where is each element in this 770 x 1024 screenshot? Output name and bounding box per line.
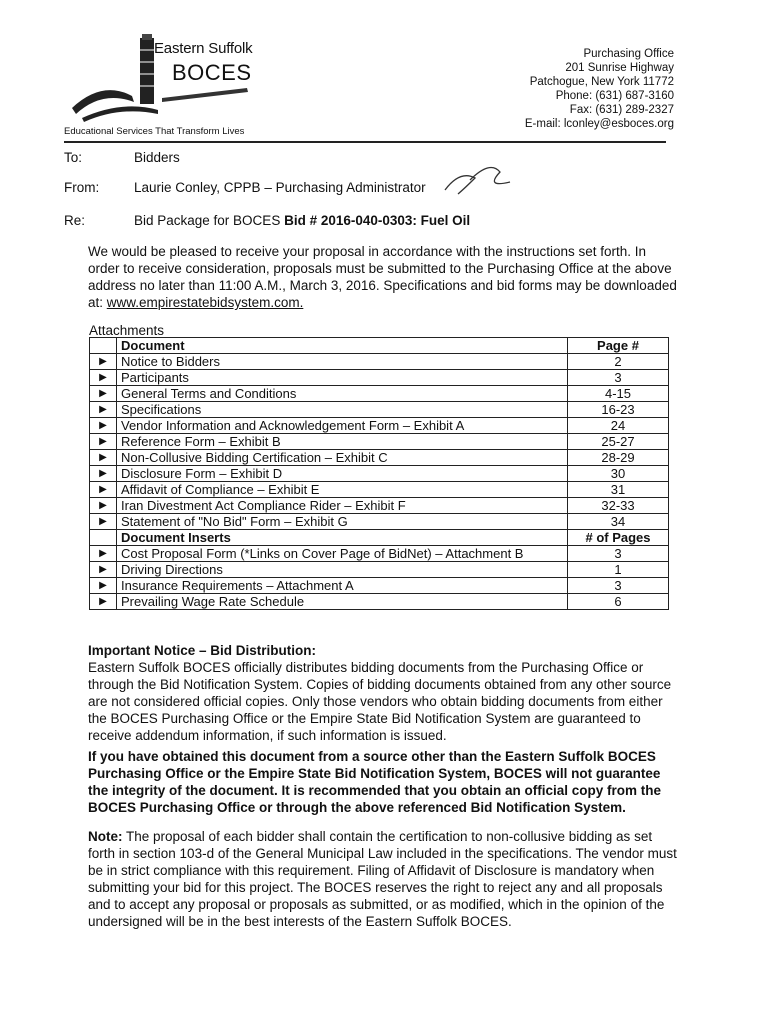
official-copy-warning: If you have obtained this document from a source other than the Eastern Suffolk BOCES Purchasing Office or the Empire State Bid Notification System, BOCES will not guarantee the integrity of the document. It is recommended that you obtain an official copy from the BOCES Purchasing Office or through the above referenced Bid Notification System.	[88, 749, 662, 815]
arrow-icon: ▶	[90, 482, 117, 498]
memo-to	[64, 150, 180, 165]
to-value: Bidders	[134, 150, 180, 165]
header-divider	[64, 141, 666, 143]
table-row	[90, 466, 669, 482]
table-row	[90, 450, 669, 466]
table-row	[90, 562, 669, 578]
inserts-header-row	[90, 530, 669, 546]
arrow-icon: ▶	[90, 562, 117, 578]
contact-email: E-mail: lconley@esboces.org	[524, 118, 674, 130]
pages-header: # of Pages	[568, 530, 669, 546]
page-value: 34	[568, 514, 669, 530]
document-name: Reference Form – Exhibit B	[117, 434, 568, 450]
page-value: 25-27	[568, 434, 669, 450]
page-header: Page #	[568, 338, 669, 354]
arrow-icon: ▶	[90, 402, 117, 418]
contact-city: Patchogue, New York 11772	[529, 76, 674, 88]
memo-re	[64, 213, 470, 228]
to-label: To:	[64, 150, 83, 165]
page-value: 4-15	[568, 386, 669, 402]
note-paragraph	[88, 828, 678, 930]
table-row	[90, 386, 669, 402]
org-name: Eastern Suffolk	[154, 40, 253, 57]
document-header: Document	[117, 338, 568, 354]
table-row	[90, 498, 669, 514]
arrow-icon: ▶	[90, 434, 117, 450]
bid-system-link[interactable]: www.empirestatebidsystem.com.	[106, 295, 304, 310]
arrow-icon: ▶	[90, 466, 117, 482]
attachments-table	[89, 337, 669, 610]
re-label: Re:	[64, 213, 86, 228]
distribution-text: Eastern Suffolk BOCES officially distributes bidding documents from the Purchasing Office or through the Bid Notification System. Copies of bidding documents obtained from any other source are not considered official copies. Only those vendors who obtain bidding documents from either the BOCES Purchasing Office or the Empire State Bid Notification System are guaranteed to receive addendum information, if such information is issued.	[88, 660, 672, 743]
re-prefix: Bid Package for BOCES	[134, 213, 285, 228]
document-name: Non-Collusive Bidding Certification – Exhibit C	[117, 450, 568, 466]
document-name: Statement of "No Bid" Form – Exhibit G	[117, 514, 568, 530]
contact-block	[525, 47, 674, 131]
table-row	[90, 402, 669, 418]
arrow-icon: ▶	[90, 594, 117, 610]
document-name: Specifications	[117, 402, 568, 418]
table-row	[90, 354, 669, 370]
note-text: The proposal of each bidder shall contain the certification to non-collusive bidding as set forth in section 103-d of the General Municipal Law included in the specifications. The vendor must be in strict compliance with this requirement. Filing of Affidavit of Disclosure is mandatory when submitting your bid for this project. The BOCES reserves the right to reject any and all proposals and to accept any proposal or proposals as submitted, or as modified, which in the opinion of the undersigned will be in the best interests of the Eastern Suffolk BOCES.	[88, 829, 677, 929]
intro-text: We would be pleased to receive your proposal in accordance with the instructions set forth. In order to receive consideration, proposals must be submitted to the Purchasing Office at the above address no later than 11:00 A.M., March 3, 2016. Specifications and bid forms may be downloaded at:	[88, 244, 677, 310]
page-value: 3	[568, 578, 669, 594]
note-label: Note:	[88, 829, 123, 844]
contact-fax: Fax: (631) 289-2327	[569, 104, 674, 116]
from-label: From:	[64, 180, 100, 195]
org-abbreviation: BOCES	[172, 60, 252, 85]
document-name: Participants	[117, 370, 568, 386]
from-value: Laurie Conley, CPPB – Purchasing Administrator	[134, 180, 426, 195]
distribution-heading: Important Notice – Bid Distribution:	[88, 643, 316, 658]
arrow-icon: ▶	[90, 514, 117, 530]
table-header-row	[90, 338, 669, 354]
attachments-title: Attachments	[89, 323, 165, 338]
document-name: Affidavit of Compliance – Exhibit E	[117, 482, 568, 498]
intro-paragraph	[88, 243, 678, 311]
page-value: 3	[568, 370, 669, 386]
arrow-icon: ▶	[90, 354, 117, 370]
arrow-icon: ▶	[90, 578, 117, 594]
document-name: Vendor Information and Acknowledgement Form – Exhibit A	[117, 418, 568, 434]
arrow-icon: ▶	[90, 546, 117, 562]
table-row	[90, 482, 669, 498]
table-row	[90, 578, 669, 594]
arrow-icon: ▶	[90, 418, 117, 434]
memo-from	[64, 180, 426, 195]
document-name: Disclosure Form – Exhibit D	[117, 466, 568, 482]
arrow-icon: ▶	[90, 386, 117, 402]
table-row	[90, 370, 669, 386]
document-name: Prevailing Wage Rate Schedule	[117, 594, 568, 610]
header-spacer	[90, 338, 117, 354]
document-name: Driving Directions	[117, 562, 568, 578]
arrow-icon: ▶	[90, 498, 117, 514]
arrow-icon: ▶	[90, 450, 117, 466]
inserts-header: Document Inserts	[117, 530, 568, 546]
header-spacer	[90, 530, 117, 546]
table-row	[90, 514, 669, 530]
page-value: 24	[568, 418, 669, 434]
page-value: 16-23	[568, 402, 669, 418]
document-name: Insurance Requirements – Attachment A	[117, 578, 568, 594]
document-name: Notice to Bidders	[117, 354, 568, 370]
page-value: 6	[568, 594, 669, 610]
page-value: 2	[568, 354, 669, 370]
signature-initials-icon	[440, 160, 520, 200]
table-row	[90, 434, 669, 450]
table-row	[90, 594, 669, 610]
page-value: 30	[568, 466, 669, 482]
document-name: Cost Proposal Form (*Links on Cover Page of BidNet) – Attachment B	[117, 546, 568, 562]
distribution-notice	[88, 642, 678, 744]
page-value: 28-29	[568, 450, 669, 466]
document-name: Iran Divestment Act Compliance Rider – Exhibit F	[117, 498, 568, 514]
page-value: 1	[568, 562, 669, 578]
contact-office: Purchasing Office	[583, 48, 674, 60]
table-row	[90, 418, 669, 434]
contact-street: 201 Sunrise Highway	[565, 62, 674, 74]
re-bid-number: Bid # 2016-040-0303: Fuel Oil	[284, 213, 471, 228]
table-row	[90, 546, 669, 562]
arrow-icon: ▶	[90, 370, 117, 386]
page-value: 31	[568, 482, 669, 498]
page-value: 32-33	[568, 498, 669, 514]
contact-phone: Phone: (631) 687-3160	[555, 90, 674, 102]
page-value: 3	[568, 546, 669, 562]
org-tagline: Educational Services That Transform Lives	[64, 126, 245, 137]
document-name: General Terms and Conditions	[117, 386, 568, 402]
